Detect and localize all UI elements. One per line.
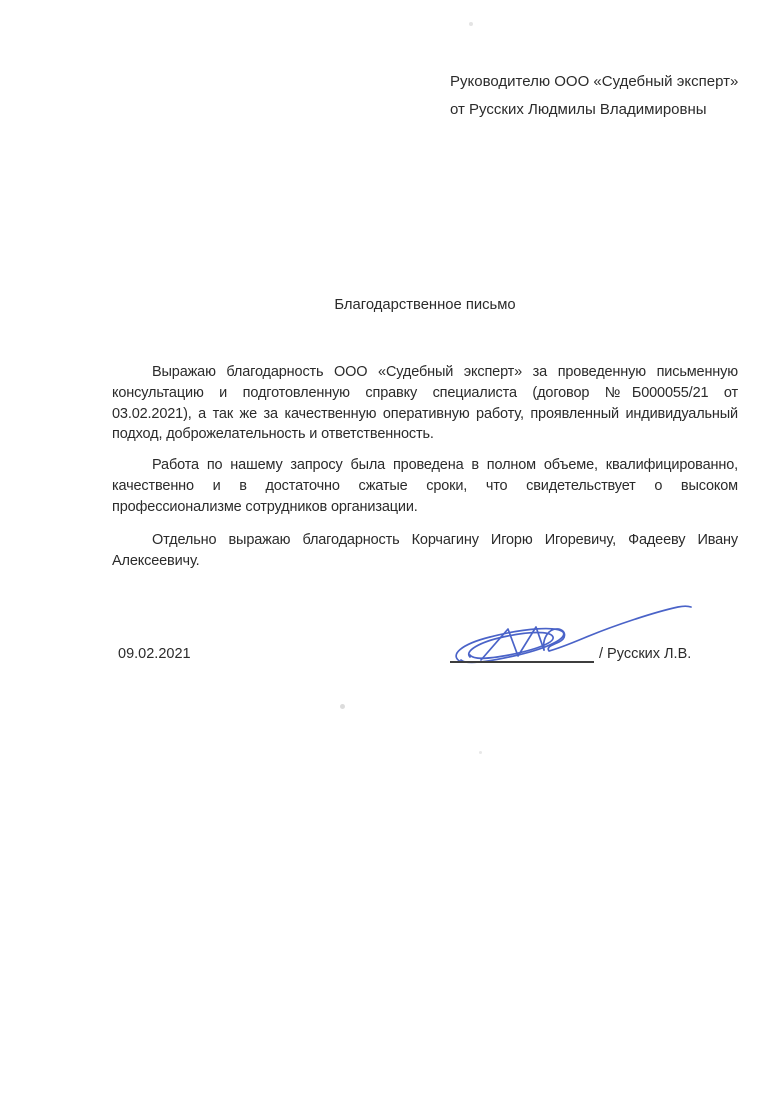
paragraph-2 <box>112 455 738 517</box>
scan-speck <box>479 751 482 754</box>
paragraph-3 <box>112 530 738 572</box>
paragraph-1-line-2: консультацию и подготовленную справку специалиста (договор №Б000055/21 от <box>112 384 738 401</box>
paragraph-1 <box>112 362 738 445</box>
paragraph-3-line-1: Отдельно выражаю благодарность Корчагину Игорю Игоревичу, Фадееву Ивану <box>152 532 738 548</box>
document-title: Благодарственное письмо <box>334 297 516 313</box>
scan-speck <box>340 704 345 709</box>
paragraph-1-line-3: 03.02.2021), а так же за качественную оперативную работу, проявленный индивидуальный <box>112 405 738 422</box>
signature-rule <box>450 661 594 663</box>
paragraph-3-line-2: Алексеевичу. <box>112 552 200 569</box>
paragraph-1-line-1: Выражаю благодарность ООО «Судебный эксперт» за проведенную письменную <box>152 364 738 380</box>
recipient-line-1: Руководителю ООО «Судебный эксперт» <box>450 73 739 90</box>
letter-date: 09.02.2021 <box>118 646 191 662</box>
recipient-block <box>450 68 738 124</box>
scan-speck <box>469 22 473 26</box>
recipient-line-2: от Русских Людмилы Владимировны <box>450 101 707 118</box>
paragraph-2-line-2: качественно и в достаточно сжатые сроки, что свидетельствует о высоком <box>112 477 738 494</box>
paragraph-2-line-1: Работа по нашему запросу была проведена в полном объеме, квалифицированно, <box>152 457 738 473</box>
signatory-name: / Русских Л.В. <box>599 646 692 662</box>
paragraph-2-line-3: профессионализме сотрудников организации. <box>112 498 418 515</box>
paragraph-1-line-4: подход, доброжелательность и ответственность. <box>112 426 434 443</box>
